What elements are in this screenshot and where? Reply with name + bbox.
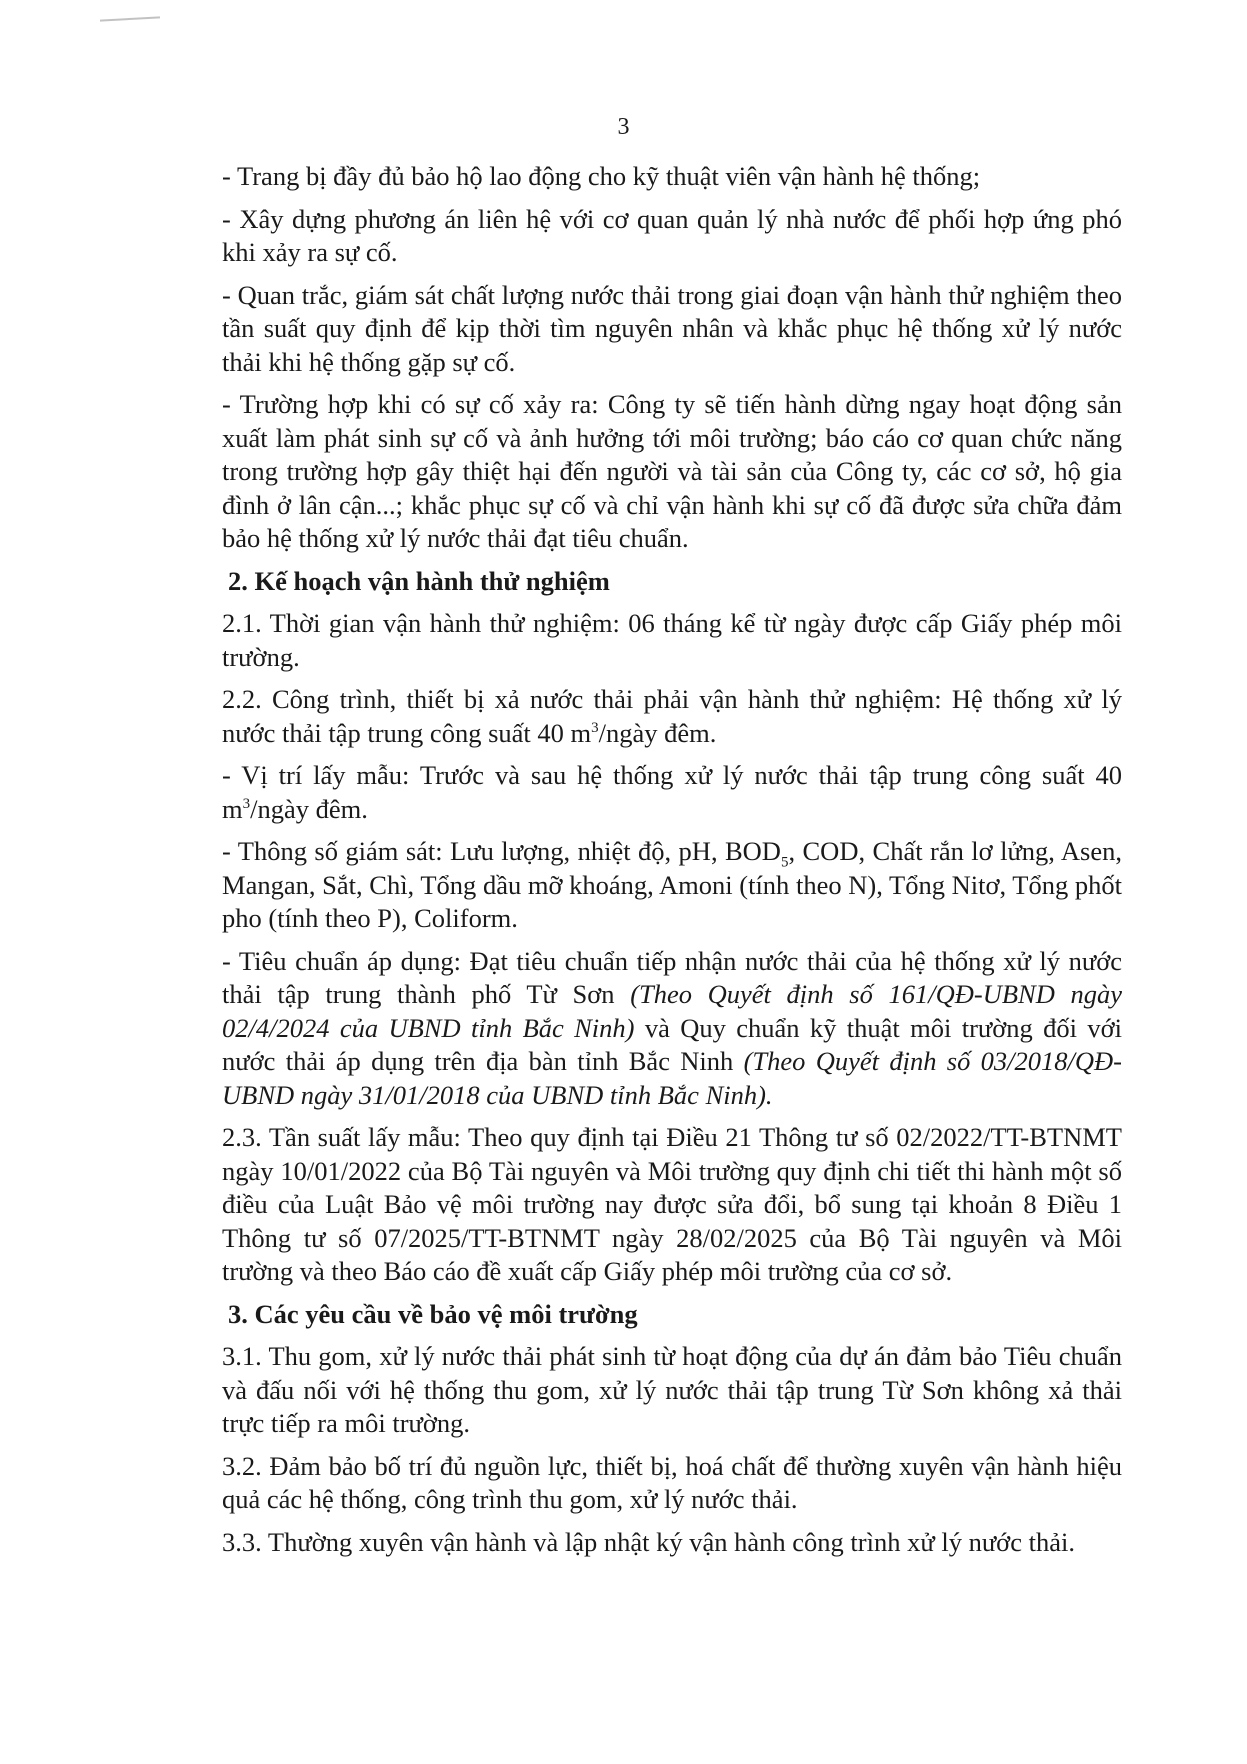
- section-3-heading: 3. Các yêu cầu về bảo vệ môi trường: [228, 1298, 638, 1329]
- document-body: [222, 160, 1122, 1568]
- section-2-1: 2.1. Thời gian vận hành thử nghiệm: 06 tháng kể từ ngày được cấp Giấy phép môi trường.: [222, 608, 1122, 672]
- section-3-1: 3.1. Thu gom, xử lý nước thải phát sinh từ hoạt động của dự án đảm bảo Tiêu chuẩn và đấu nối với hệ thống thu gom, xử lý nước thải tập trung Từ Sơn không xả thải trực tiếp ra môi trường.: [222, 1341, 1122, 1438]
- paragraph-incident: - Trường hợp khi có sự cố xảy ra: Công ty sẽ tiến hành dừng ngay hoạt động sản xuất làm phát sinh sự cố và ảnh hưởng tới môi trường; báo cáo cơ quan chức năng trong trường hợp gây thiệt hại đến người và tài sản của Công ty, các cơ sở, hộ gia đình ở lân cận...; khắc phục sự cố và chỉ vận hành khi sự cố đã được sửa chữa đảm bảo hệ thống xử lý nước thải đạt tiêu chuẩn.: [222, 389, 1122, 553]
- paragraph-monitoring: - Quan trắc, giám sát chất lượng nước thải trong giai đoạn vận hành thử nghiệm theo tần suất quy định để kịp thời tìm nguyên nhân và khắc phục hệ thống xử lý nước thải khi hệ thống gặp sự cố.: [222, 279, 1122, 377]
- applied-standards: - Tiêu chuẩn áp dụng: Đạt tiêu chuẩn tiếp nhận nước thải của hệ thống xử lý nước thải tập trung thành phố Từ Sơn (Theo Quyết định số 161/QĐ-UBND ngày 02/4/2024 của UBND tỉnh Bắc Ninh) và Quy chuẩn kỹ thuật môi trường đối với nước thải áp dụng trên địa bàn tỉnh Bắc Ninh (Theo Quyết định số 03/2018/QĐ-UBND ngày 31/01/2018 của UBND tỉnh Bắc Ninh).: [222, 945, 1122, 1110]
- section-2-3: 2.3. Tần suất lấy mẫu: Theo quy định tại Điều 21 Thông tư số 02/2022/TT-BTNMT ngày 10/01/2022 của Bộ Tài nguyên và Môi trường quy định chi tiết thi hành một số điều của Luật Bảo vệ môi trường nay được sửa đổi, bổ sung tại khoản 8 Điều 1 Thông tư số 07/2025/TT-BTNMT ngày 28/02/2025 của Bộ Tài nguyên và Môi trường và theo Báo cáo đề xuất cấp Giấy phép môi trường của cơ sở.: [222, 1122, 1122, 1286]
- section-2-2: 2.2. Công trình, thiết bị xả nước thải phải vận hành thử nghiệm: Hệ thống xử lý nước thải tập trung công suất 40 $m^3$/ngày đêm.: [222, 684, 1122, 748]
- scan-artifact: [100, 16, 160, 21]
- page-number: 3: [617, 114, 630, 140]
- section-3-2: 3.2. Đảm bảo bố trí đủ nguồn lực, thiết bị, hoá chất để thường xuyên vận hành hiệu quả các hệ thống, công trình thu gom, xử lý nước thải.: [222, 1450, 1122, 1514]
- section-2-heading: 2. Kế hoạch vận hành thử nghiệm: [228, 565, 610, 596]
- paragraph-contact-plan: - Xây dựng phương án liên hệ với cơ quan quản lý nhà nước để phối hợp ứng phó khi xảy ra sự cố.: [222, 203, 1122, 267]
- monitoring-parameters: - Thông số giám sát: Lưu lượng, nhiệt độ, pH, $BOD_5$, COD, Chất rắn lơ lửng, Asen, Mangan, Sắt, Chì, Tổng dầu mỡ khoáng, Amoni (tính theo N), Tổng Nitơ, Tổng phốt pho (tính theo P), Coliform.: [222, 836, 1122, 933]
- section-3-3: 3.3. Thường xuyên vận hành và lập nhật ký vận hành công trình xử lý nước thải.: [222, 1526, 1075, 1557]
- paragraph-ppe: - Trang bị đầy đủ bảo hộ lao động cho kỹ thuật viên vận hành hệ thống;: [222, 161, 981, 191]
- sampling-location: - Vị trí lấy mẫu: Trước và sau hệ thống xử lý nước thải tập trung công suất 40 $m^3$/ngày đêm.: [222, 760, 1122, 824]
